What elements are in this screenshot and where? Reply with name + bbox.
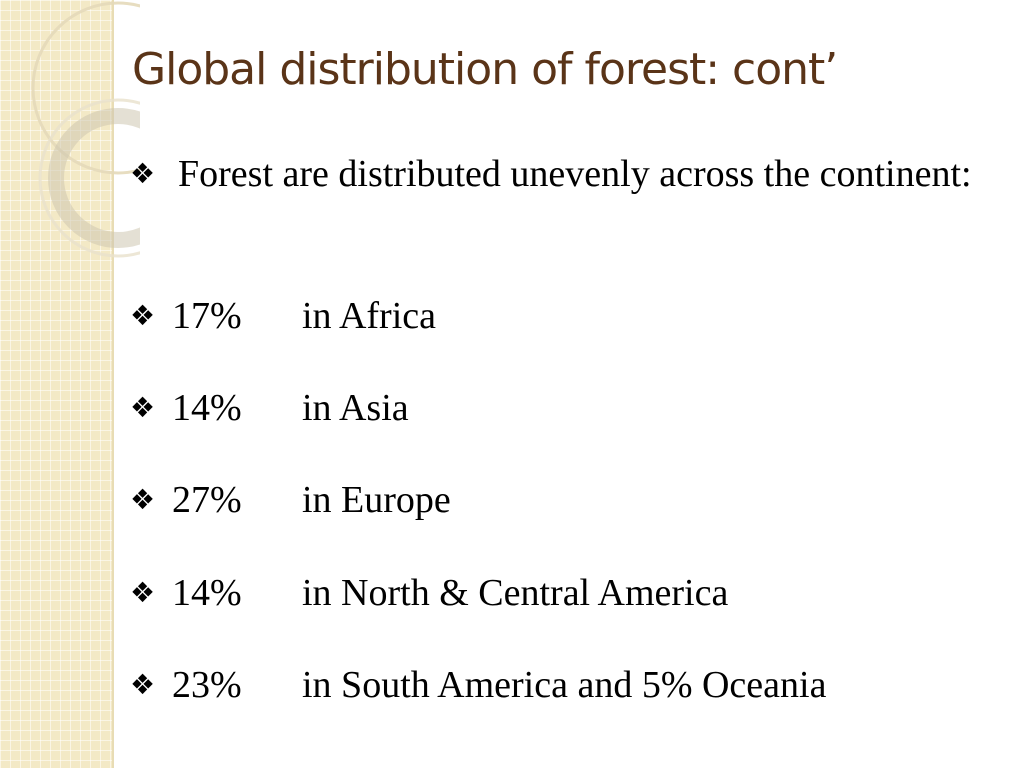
- bullet-diamond-icon: ❖: [130, 299, 156, 332]
- item-region: in North & Central America: [302, 572, 729, 614]
- bullet-diamond-icon: ❖: [130, 668, 156, 701]
- list-item-north-central-america: [130, 569, 728, 617]
- item-region: in Africa: [302, 295, 437, 337]
- slide-title: Global distribution of forest: cont’: [132, 44, 838, 95]
- decorative-rings: [0, 0, 140, 260]
- intro-paragraph: [130, 150, 1014, 198]
- item-percent: 27%: [172, 479, 242, 521]
- item-percent: 17%: [172, 295, 242, 337]
- list-item-africa: [130, 292, 436, 340]
- item-region: in Europe: [302, 479, 451, 521]
- intro-text: Forest are distributed unevenly across the continent:: [178, 153, 972, 195]
- list-item-south-america-oceania: [130, 661, 826, 709]
- item-percent: 14%: [172, 387, 242, 429]
- item-region: in Asia: [302, 387, 409, 429]
- bullet-diamond-icon: ❖: [130, 483, 156, 516]
- item-region: in South America and 5% Oceania: [302, 664, 827, 706]
- bullet-diamond-icon: ❖: [130, 157, 156, 190]
- bullet-diamond-icon: ❖: [130, 576, 156, 609]
- slide-content: [130, 150, 1014, 706]
- list-item-europe: [130, 476, 451, 524]
- list-item-asia: [130, 384, 409, 432]
- item-percent: 14%: [172, 572, 242, 614]
- bullet-diamond-icon: ❖: [130, 391, 156, 424]
- item-percent: 23%: [172, 664, 242, 706]
